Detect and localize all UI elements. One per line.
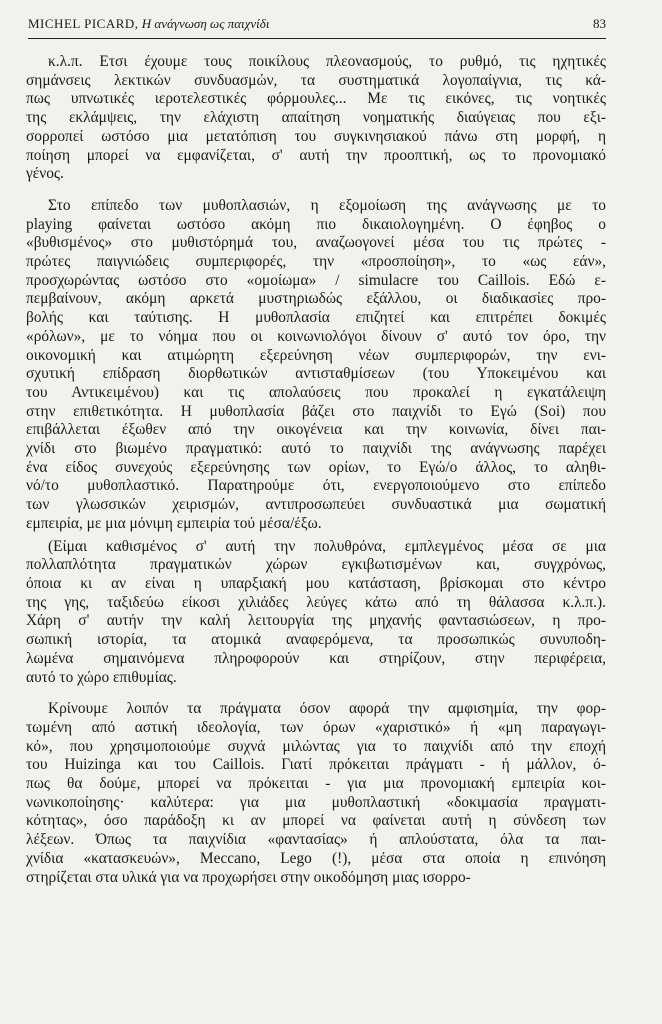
text-line: Χάρη σ' αυτήν την καλή λειτουργία της μηχανής φαντασιώσεων, η προ- bbox=[26, 612, 606, 630]
running-header bbox=[28, 16, 606, 39]
text-line: πως υπνωτικές ιεροτελεστικές φόρμουλες... Με τις εικόνες, τις νοητικές bbox=[26, 90, 606, 108]
text-line: ποίηση μπορεί να εμφανίζεται, σ' αυτή την προοπτική, ως το προνομιακό bbox=[26, 146, 606, 164]
text-line: «βυθισμένος» στο μυθιστόρημά του, αναζωογονεί μέσα του τις πρώτες - bbox=[26, 234, 606, 252]
text-line: στην επιθετικότητα. Η μυθοπλασία βάζει στο παιχνίδι το Εγώ (Soi) που bbox=[26, 402, 606, 420]
text-line: κό», που χρησιμοποιούμε συχνά μιλώντας για το παιχνίδι από την εποχή bbox=[26, 737, 606, 755]
text-line: γένος. bbox=[26, 165, 64, 183]
text-line: οικονομική και ατιμώρητη εξερεύνηση νέων συμπεριφορών, την ενι- bbox=[26, 346, 606, 364]
text-line: τωμένη από αστική ιδεολογία, των όρων «χαριστικό» ή «μη παραγωγι- bbox=[26, 718, 606, 736]
paragraph bbox=[26, 538, 606, 688]
text-line: στηρίζεται στα υλικά για να προχωρήσει στην οικοδόμηση μιας ισορρο- bbox=[26, 868, 471, 886]
text-line: χνίδια «κατασκευών», Meccano, Lego (!), μέσα στα οποία η επινόηση bbox=[26, 849, 606, 867]
text-line: σημάνσεις λεκτικών συνδυασμών, τα συστηματικά λογοπαίγνια, τις κά- bbox=[26, 71, 606, 89]
text-line: κ.λ.π. Ετσι έχουμε τους ποικίλους πλεονασμούς, το ρυθμό, τις ηχητικές bbox=[48, 53, 606, 70]
body-text bbox=[26, 53, 606, 887]
text-line: του Αντικειμένου) και τις απολαύσεις που προκαλεί η εγκατάλειψη bbox=[26, 383, 606, 401]
text-line: προσχωρώντας ωστόσο στο «ομοίωμα» / simulacre του Caillois. Εδώ ε- bbox=[26, 271, 606, 289]
text-line: Στο επίπεδο των μυθοπλασιών, η εξομοίωση της ανάγνωσης με το bbox=[48, 196, 606, 214]
text-line: λέξεων. Όπως τα παιχνίδια «φαντασίας» ή απλούστατα, όλα τα παι- bbox=[26, 831, 606, 849]
text-line: κότητας», όσο παράδοξη κι αν μπορεί να φαίνεται αυτή η σύνδεση των bbox=[26, 812, 606, 830]
text-line: της εκλάμψεις, την ελάχιστη απαίτηση νοηματικής διαύγειας που εξι- bbox=[26, 109, 606, 127]
text-line: νό/το μυθοπλαστικό. Παρατηρούμε ότι, ενεργοποιούμενο στο επίπεδο bbox=[26, 477, 606, 495]
paragraph bbox=[26, 197, 606, 534]
text-line: του Huizinga και του Caillois. Γιατί πρόκειται πράγματι - ή μάλλον, ό- bbox=[26, 756, 606, 774]
text-line: (Είμαι καθισμένος σ' αυτή την πολυθρόνα, εμπλεγμένος μέσα σε μια bbox=[48, 537, 606, 555]
header-title: Η ανάγνωση ως παιχνίδι bbox=[141, 16, 270, 31]
text-line: βολής και ταύτισης. Η μυθοπλασία επιζητεί και επιτρέπει δοκιμές bbox=[26, 309, 606, 327]
paragraph bbox=[26, 700, 606, 887]
text-line: Κρίνουμε λοιπόν τα πράγματα όσον αφορά την αμφισημία, την φορ- bbox=[48, 700, 606, 718]
running-header-text bbox=[28, 16, 269, 32]
paragraph bbox=[26, 53, 606, 184]
text-line: playing φαίνεται ωστόσο ακόμη πιο δικαιολογημένη. Ο έφηβος ο bbox=[26, 215, 606, 233]
text-line: επιβάλλεται έξωθεν από την οικογένεια και την κοινωνία, δίνει παι- bbox=[26, 421, 606, 439]
page-number: 83 bbox=[593, 16, 606, 31]
text-line: σωπική ιστορία, τα ατομικά αναφερόμενα, τα προσωπικώς συνυποδη- bbox=[26, 631, 606, 649]
text-line: νωνικοποίησης· καλύτερα: για μια μυθοπλαστική «δοκιμασία πραγματι- bbox=[26, 793, 606, 811]
text-line: όποια κι αν είναι η υπαρξιακή μου κατάσταση, βρίσκομαι στο κέντρο bbox=[26, 574, 606, 592]
text-line: πως θα δούμε, μπορεί να πρόκειται - για μια προνομιακή εμπειρία κοι- bbox=[26, 775, 606, 793]
text-line: σχυτική επίδραση διορθωτικών αντισταθμίσεων (του Υποκειμένου και bbox=[26, 365, 606, 383]
text-line: πρώτες παιγνιώδεις συμπεριφορές, την «προσποίηση», το «ως εάν», bbox=[26, 253, 606, 271]
text-line: αυτό το χώρο επιθυμίας. bbox=[26, 668, 177, 686]
text-line: εμπειρία, με μια μόνιμη εμπειρία τού μέσα/έξω. bbox=[26, 514, 322, 532]
text-line: ένα είδος συνεχούς εξερεύνησης των ορίων, το Εγώ/ο άλλος, το αληθι- bbox=[26, 458, 606, 476]
text-line: της γης, ταξιδεύω είκοσι χιλιάδες λεύγες κάτω από τη θάλασσα κ.λ.π.). bbox=[26, 593, 606, 611]
text-line: πολλαπλότητα πραγματικών χώρων εγκιβωτισμένων και, συγχρόνως, bbox=[26, 556, 606, 574]
text-line: «ρόλων», με το νόημα που οι κοινωνιολόγοι δίνουν σ' αυτό τον όρο, την bbox=[26, 327, 606, 345]
text-line: χνίδι στο βιωμένο πραγματικό: αυτό το παιχνίδι της ανάγνωσης παρέχει bbox=[26, 440, 606, 458]
text-line: πεμβαίνουν, ακόμη αρκετά μυστηριωδώς εξάλλου, οι διαδικασίες προ- bbox=[26, 290, 606, 308]
text-line: λωμένα σημαινόμενα πληροφορούν και στηρίζουν, στην περιφέρεια, bbox=[26, 649, 606, 667]
text-line: των γλωσσικών χειρισμών, αντιπροσωπεύει συνδυαστικά μια σωματική bbox=[26, 496, 606, 514]
header-author: MICHEL PICARD, bbox=[28, 16, 139, 31]
text-line: σορροπεί ωστόσο μια μετατόπιση του συγκινησιακού πάνω στη μορφή, η bbox=[26, 127, 606, 145]
